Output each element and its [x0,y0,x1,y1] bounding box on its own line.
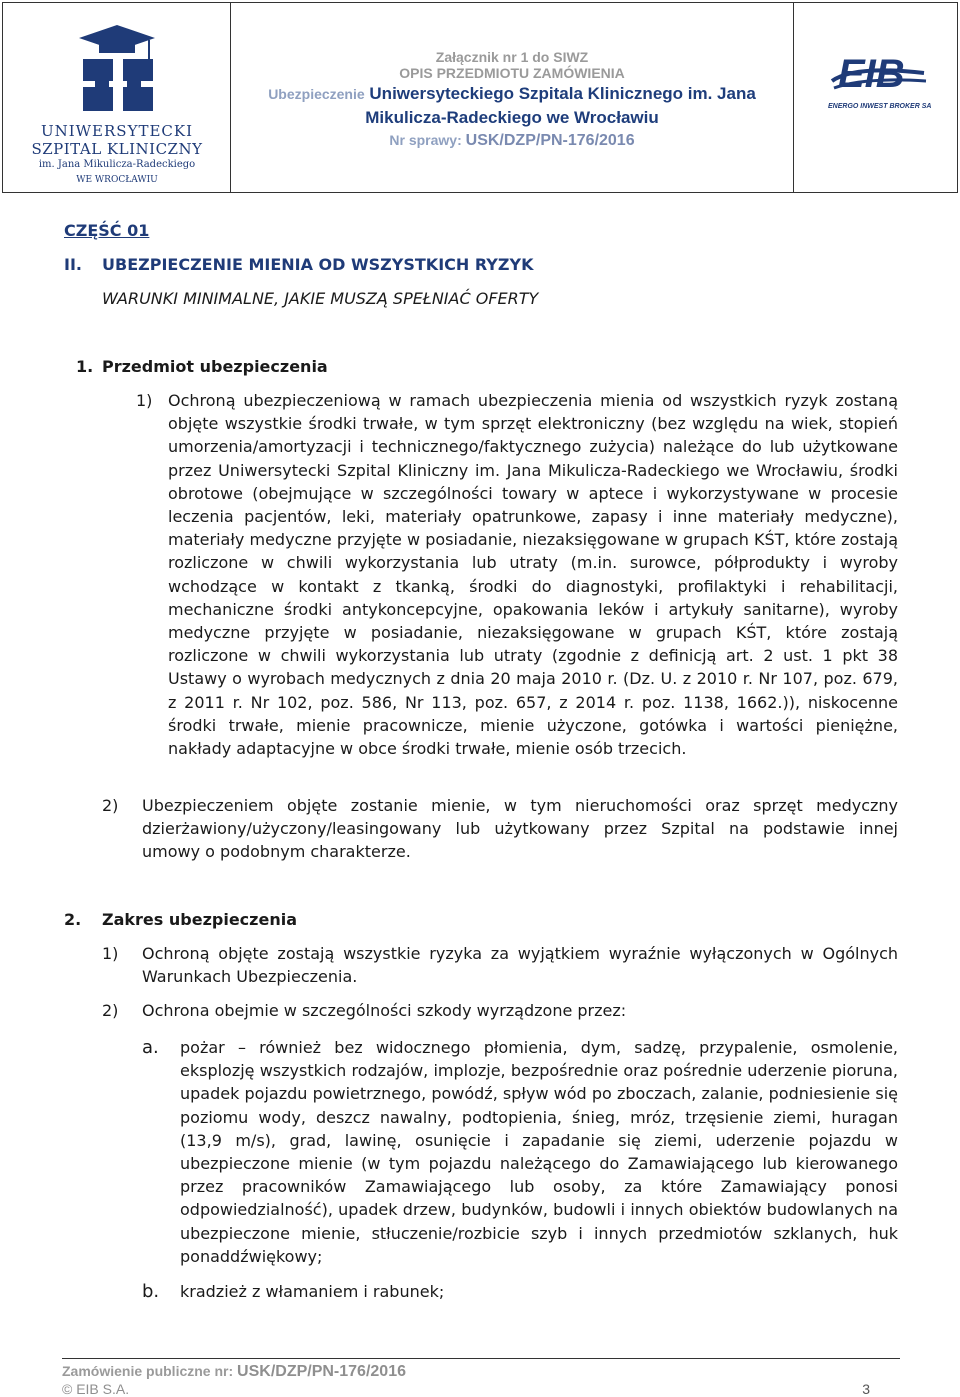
insurance-title-cont: Mikulicza-Radeckiego we Wrocławiu [365,108,659,127]
section-title [64,253,533,276]
heading-scope-title: Zakres ubezpieczenia [102,910,297,929]
eib-logo-cell [794,3,957,192]
section-title-text: UBEZPIECZENIE MIENIA OD WSZYSTKICH RYZYK [102,255,534,274]
description-label: OPIS PRZEDMIOTU ZAMÓWIENIA [399,65,625,81]
list-item-text: Ubezpieczeniem objęte zostanie mienie, w tym nieruchomości oraz sprzęt medyczny dzierżawiony/użyczony/leasingowany lub użytkowany przez Szpital na podstawie innej umowy o podobnym charakterze. [142,796,898,862]
page-number: 3 [862,1381,870,1397]
heading-subject-number: 1. [76,357,94,376]
footer-order-value: USK/DZP/PN-176/2016 [237,1363,406,1380]
document-header [2,2,958,193]
section-subtitle: WARUNKI MINIMALNE, JAKIE MUSZĄ SPEŁNIAĆ OFERTY [102,289,539,308]
insurance-title-main: Uniwersyteckiego Szpitala Klinicznego im. Jana [369,84,756,103]
part-title: CZĘŚĆ 01 [64,221,150,240]
eib-logo-icon [794,3,954,103]
list-item [142,1036,898,1270]
list-item-number: 2) [102,1001,119,1020]
eib-logo-subtitle: ENERGO INWEST BROKER SA [828,103,932,110]
annex-label: Załącznik nr 1 do SIWZ [435,49,589,65]
page-footer [62,1358,900,1397]
list-item-text: pożar – również bez widocznego płomienia, dym, sadzę, przypalenie, osmolenie, eksplozję wszystkich rodzajów, implozje, bezpośrednie oraz pośrednie uderzenie pioruna, upadek pojazdu powietrznego, powódź, spływ wód po zboczach, zalanie, podniesienie się poziomu wody, deszcz nawalny, podtopienia, śnieg, mróz, trzęsienie ziemi, huragan (13,9 m/s), grad, lawinę, osunięcie i zapadanie się ziemi, uderzenie pojazdu w ubezpieczone mienie (w tym pojazdu należącego do Zamawiającego lub kierowanego przez pracowników Zamawiającego lub osoby, za które Zamawiający ponosi odpowiedzialność), upadek drzew, budynków, budowli i innych obiektów budowlanych na ubezpieczone mienie, stłuczenie/rozbicie szyb i innych przedmiotów szklanych, huk ponaddźwiękowy; [180,1038,898,1266]
list-item [136,389,898,781]
header-title-cell [231,3,794,192]
footer-order-number [62,1363,406,1381]
footer-order-label: Zamówienie publiczne nr: [62,1363,234,1379]
heading-subject [64,355,328,378]
list-item-number: 2) [102,796,119,815]
heading-scope-number: 2. [64,910,82,929]
eib-logo-text: EIB [838,52,905,96]
list-item [142,1280,898,1306]
footer-company: © EIB S.A. [62,1381,130,1397]
list-item-number: 1) [136,391,153,410]
list-item [102,942,898,990]
logo-line-2: SZPITAL KLINICZNY [31,140,203,158]
hospital-logo-icon [3,3,231,121]
insurance-prefix: Ubezpieczenie [268,86,365,102]
section-number: II. [64,255,82,274]
list-item-text: Ochroną ubezpieczeniową w ramach ubezpieczenia mienia od wszystkich ryzyk zostaną objęte wszystkie środki trwałe, w tym sprzęt elektroniczny (bez względu na wiek, stopień umorzenia/amortyzacji i technicznego/faktycznego zużycia) należące do lub użytkowane przez Uniwersytecki Szpital Kliniczny im. Jana Mikulicza-Radeckiego we Wrocławiu, środki obrotowe (obejmujące w szczególności towary w aptece i wykorzystywane w procesie leczenia pacjentów, leki, materiały opatrunkowe, zapasy i inne materiały medyczne), materiały medyczne przyjęte w posiadanie, niezaksięgowane w grupach KŚT, które zostają rozliczone w chwili wykorzystania lub utraty (m.in. surowce, półprodukty i wyroby wchodzące w kontakt z tkanką, środki do diagnostyki, profilaktyki i rehabilitacji, mechaniczne środki antykoncepcyjne, opakowania leków i artykuły sanitarne), wyroby medyczne przyjęte w posiadanie, niezaksięgowane w grupach KŚT, które zostają rozliczone w chwili wykorzystania lub utraty (zgodnie z definicją art. 2 ust. 1 pkt 38 Ustawy o wyrobach medycznych z dnia 20 maja 2010 r. (Dz. U. z 2010 r. Nr 107, poz. 679, z 2011 r. Nr 102, poz. 586, Nr 113, poz. 657, z 2014 r. poz. 1138, 1662.)), niskocenne środki trwałe, mienie pracownicze, mienie użyczone, gotówka i wartości pieniężne, nakłady adaptacyjne w obce środki trwałe, mienie osób trzecich. [168,391,898,759]
list-item-number: b. [142,1281,160,1302]
list-item-number: 1) [102,944,119,963]
logo-line-1: UNIWERSYTECKI [40,122,194,140]
heading-subject-title: Przedmiot ubezpieczenia [102,357,328,376]
list-item [102,999,898,1025]
list-item-text: kradzież z włamaniem i rabunek; [180,1282,445,1301]
case-number [231,130,793,151]
list-item-text: Ochrona obejmie w szczególności szkody wyrządzone przez: [142,1001,627,1020]
insurance-title [231,82,793,106]
case-number-value: USK/DZP/PN-176/2016 [465,132,635,149]
list-item [102,794,898,866]
hospital-logo-cell [3,3,231,192]
logo-line-4: WE WROCŁAWIU [76,175,158,185]
list-item-text: Ochroną objęte zostają wszystkie ryzyka za wyjątkiem wyraźnie wyłączonych w Ogólnych Warunkach Ubezpieczenia. [142,944,898,987]
heading-scope [64,908,297,931]
case-number-label: Nr sprawy: [389,132,462,148]
logo-line-3: im. Jana Mikulicza-Radeckiego [38,159,196,170]
list-item-number: a. [142,1037,159,1058]
